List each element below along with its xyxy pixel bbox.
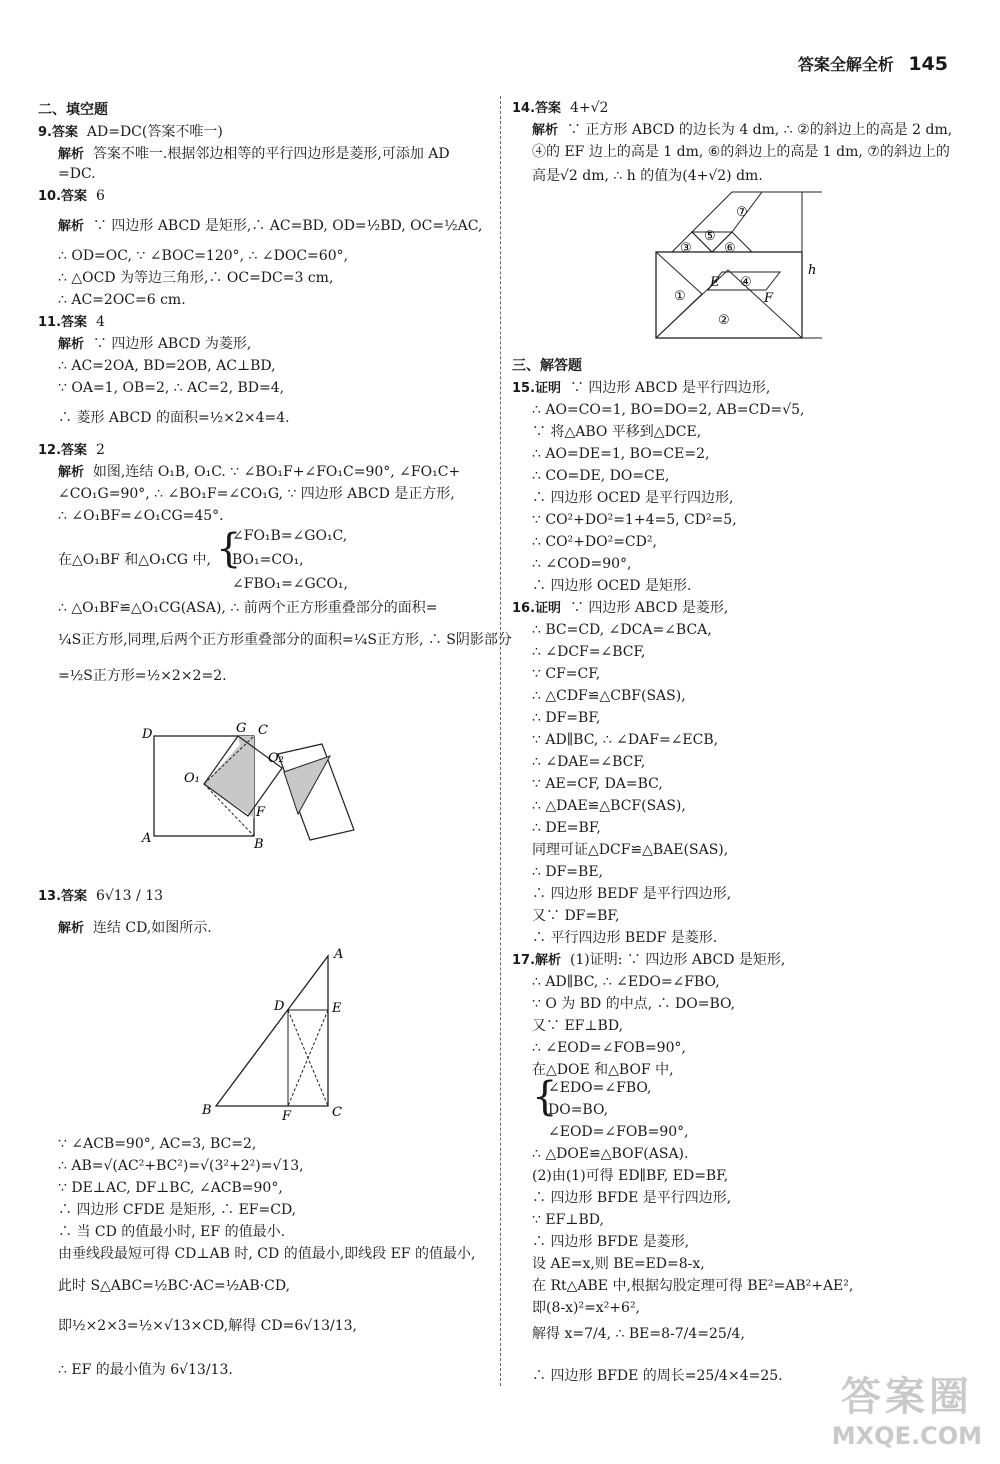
q17-line: ∴ △DOE≌△BOF(ASA).	[532, 1146, 689, 1162]
label-p2: ②	[718, 313, 730, 328]
label-C: C	[258, 723, 268, 738]
brace: {	[216, 526, 242, 572]
q17-condition: DO=BO,	[548, 1102, 609, 1118]
section-title-fill-in: 二、填空题	[38, 102, 108, 118]
q12-line: ¼S正方形,同理,后两个正方形重叠部分的面积=¼S正方形, ∴ S阴影部分	[58, 632, 512, 648]
q16-line: ∴ △DAE≌△BCF(SAS),	[532, 798, 686, 814]
label-E: E	[332, 1001, 342, 1016]
q13-line: 由垂线段最短可得 CD⊥AB 时, CD 的值最小,即线段 EF 的值最小,	[58, 1246, 476, 1262]
label-F: F	[764, 291, 774, 306]
q15-line: ∴ 四边形 OCED 是矩形.	[532, 578, 692, 594]
q16-line: 又∵ DF=BF,	[532, 908, 620, 924]
q12-line: =½S正方形=½×2×2=2.	[58, 668, 227, 684]
q17-line: ∵ O 为 BD 的中点, ∴ DO=BO,	[532, 996, 736, 1012]
q16-line: ∵ AD∥BC, ∴ ∠DAF=∠ECB,	[532, 732, 719, 748]
q12-condition: BO₁=CO₁,	[232, 552, 304, 568]
page-number: 145	[908, 53, 948, 75]
q10-answer: 10.答案 6	[38, 188, 105, 204]
q16-line: ∴ DE=BF,	[532, 820, 601, 836]
q16-line: ∴ △CDF≌△CBF(SAS),	[532, 688, 686, 704]
q12-condition: ∠FO₁B=∠GO₁C,	[232, 528, 348, 544]
q11-line: ∴ AC=2OA, BD=2OB, AC⊥BD,	[58, 358, 276, 374]
q15-line: ∴ 四边形 OCED 是平行四边形,	[532, 490, 734, 506]
label-p1: ①	[674, 289, 686, 304]
brace: {	[532, 1074, 558, 1120]
label-B: B	[254, 837, 264, 852]
q15-line: ∵ CO²+DO²=1+4=5, CD²=5,	[532, 512, 737, 528]
q12-condition: ∠FBO₁=∠GCO₁,	[232, 576, 348, 592]
q15-line: ∴ AO=CO=1, BO=DO=2, AB=CD=√5,	[532, 402, 805, 418]
triangle-abc	[216, 956, 328, 1106]
column-divider	[500, 96, 501, 1386]
label-F: F	[256, 805, 266, 820]
q17-line: ∵ EF⊥BD,	[532, 1212, 604, 1228]
q15-start: 15.证明 ∵ 四边形 ABCD 是平行四边形,	[512, 380, 771, 396]
square-3	[278, 744, 354, 840]
q11-answer: 11.答案 4	[38, 314, 105, 330]
label-F: F	[282, 1109, 292, 1124]
q10-line: ∴ AC=2OC=6 cm.	[58, 292, 186, 308]
q13-analysis: 解析 连结 CD,如图所示.	[58, 920, 212, 936]
q13-line: ∴ AB=√(AC²+BC²)=√(3²+2²)=√13,	[58, 1158, 304, 1174]
q17-line: ∴ 四边形 BFDE 的周长=25/4×4=25.	[532, 1368, 783, 1384]
q13-line: ∵ DE⊥AC, DF⊥BC, ∠ACB=90°,	[58, 1180, 283, 1196]
q12-line: 在△O₁BF 和△O₁CG 中,	[58, 552, 211, 568]
label-D: D	[274, 999, 285, 1014]
q17-line: 又∵ EF⊥BD,	[532, 1018, 624, 1034]
label-p4: ④	[740, 275, 752, 290]
q16-line: ∴ 平行四边形 BEDF 是菱形.	[532, 930, 718, 946]
label-A: A	[142, 831, 152, 846]
label-E: E	[710, 275, 720, 290]
q10-line: ∴ △OCD 为等边三角形,∴ OC=DC=3 cm,	[58, 270, 334, 286]
q17-line: 即(8-x)²=x²+6²,	[532, 1300, 641, 1316]
label-D: D	[142, 727, 153, 742]
q16-line: 同理可证△DCF≌△BAE(SAS),	[532, 842, 729, 858]
label-G: G	[236, 721, 247, 736]
shaded-region-2	[284, 756, 330, 814]
q12-line: ∠CO₁G=90°, ∴ ∠BO₁F=∠CO₁G, ∵ 四边形 ABCD 是正方形,	[58, 486, 455, 502]
label-p3: ③	[680, 241, 692, 256]
q15-line: ∴ CO²+DO²=CD²,	[532, 534, 657, 550]
q13-answer: 13.答案 6√13 / 13	[38, 888, 164, 904]
q16-start: 16.证明 ∵ 四边形 ABCD 是菱形,	[512, 600, 729, 616]
watermark-logo: 答案圈	[840, 1374, 973, 1420]
label-p5: ⑤	[704, 229, 716, 244]
watermark-url: MXQE.COM	[831, 1422, 982, 1450]
label-O1: O₁	[184, 771, 200, 786]
q13-line: ∵ ∠ACB=90°, AC=3, BC=2,	[58, 1136, 257, 1152]
q17-line: ∴ 四边形 BFDE 是平行四边形,	[532, 1190, 732, 1206]
q17-start: 17.解析 (1)证明: ∵ 四边形 ABCD 是矩形,	[512, 952, 786, 968]
q9-analysis-cont: =DC.	[58, 166, 96, 182]
label-p6: ⑥	[724, 241, 736, 256]
q13-figure	[198, 944, 398, 1124]
q16-line: ∴ ∠DCF=∠BCF,	[532, 644, 646, 660]
q12-answer: 12.答案 2	[38, 442, 105, 458]
q13-line: 此时 S△ABC=½BC·AC=½AB·CD,	[58, 1278, 291, 1294]
q15-line: ∵ 将△ABO 平移到△DCE,	[532, 424, 702, 440]
q13-line: ∴ 四边形 CFDE 是矩形, ∴ EF=CD,	[58, 1202, 297, 1218]
q14-figure	[652, 190, 852, 350]
piece-7	[692, 192, 762, 232]
q17-line: 解得 x=7/4, ∴ BE=8-7/4=25/4,	[532, 1326, 745, 1342]
q12-figure	[138, 718, 438, 878]
q13-line: ∴ EF 的最小值为 6√13/13.	[58, 1362, 233, 1378]
q11-analysis: 解析 ∵ 四边形 ABCD 为菱形,	[58, 336, 252, 352]
label-A: A	[334, 947, 344, 962]
q12-line: ∴ △O₁BF≌△O₁CG(ASA), ∴ 前两个正方形重叠部分的面积=	[58, 600, 438, 616]
q14-analysis: 解析 ∵ 正方形 ABCD 的边长为 4 dm, ∴ ②的斜边上的高是 2 dm,	[532, 122, 953, 138]
q14-line: ④的 EF 边上的高是 1 dm, ⑥的斜边上的高是 1 dm, ⑦的斜边上的	[532, 144, 950, 160]
q17-condition: ∠EOD=∠FOB=90°,	[548, 1124, 689, 1140]
q9-answer: 9.答案 AD=DC(答案不唯一)	[38, 124, 223, 140]
label-p7: ⑦	[736, 205, 748, 220]
q17-line: ∴ ∠EOD=∠FOB=90°,	[532, 1040, 686, 1056]
q11-line: ∴ 菱形 ABCD 的面积=½×2×4=4.	[58, 410, 290, 426]
section-title-solve: 三、解答题	[512, 358, 582, 374]
label-h: h	[808, 263, 817, 278]
q17-condition: ∠EDO=∠FBO,	[548, 1080, 652, 1096]
label-C: C	[332, 1105, 342, 1120]
q16-line: ∴ 四边形 BEDF 是平行四边形,	[532, 886, 732, 902]
q15-line: ∴ ∠COD=90°,	[532, 556, 632, 572]
label-O2: O₂	[268, 751, 284, 766]
q14-line: 高是√2 dm, ∴ h 的值为(4+√2) dm.	[532, 168, 763, 184]
q14-answer: 14.答案 4+√2	[512, 100, 609, 116]
q11-line: ∵ OA=1, OB=2, ∴ AC=2, BD=4,	[58, 380, 285, 396]
q16-line: ∴ BC=CD, ∠DCA=∠BCA,	[532, 622, 712, 638]
q17-line: 设 AE=x,则 BE=ED=8-x,	[532, 1256, 705, 1272]
q17-line: ∴ AD∥BC, ∴ ∠EDO=∠FBO,	[532, 974, 720, 990]
page-header	[798, 52, 948, 75]
watermark	[832, 1365, 982, 1450]
q12-analysis: 解析 如图,连结 O₁B, O₁C. ∵ ∠BO₁F+∠FO₁C=90°, ∠FO₁C+	[58, 464, 461, 480]
q10-analysis: 解析 ∵ 四边形 ABCD 是矩形,∴ AC=BD, OD=½BD, OC=½AC,	[58, 218, 483, 234]
q12-line: ∴ ∠O₁BF=∠O₁CG=45°.	[58, 508, 224, 524]
q17-line: ∴ 四边形 BFDE 是菱形,	[532, 1234, 690, 1250]
header-title: 答案全解全析	[797, 55, 894, 74]
q17-line: 在 Rt△ABE 中,根据勾股定理可得 BE²=AB²+AE²,	[532, 1278, 854, 1294]
q16-line: ∴ ∠DAE=∠BCF,	[532, 754, 646, 770]
q9-analysis: 解析 答案不唯一.根据邻边相等的平行四边形是菱形,可添加 AD	[58, 146, 450, 162]
q16-line: ∴ DF=BE,	[532, 864, 603, 880]
q16-line: ∵ AE=CF, DA=BC,	[532, 776, 663, 792]
label-B: B	[202, 1103, 212, 1118]
q16-line: ∴ DF=BF,	[532, 710, 601, 726]
q13-line: ∴ 当 CD 的值最小时, EF 的值最小.	[58, 1224, 286, 1240]
q17-line: (2)由(1)可得 ED∥BF, ED=BF,	[532, 1168, 729, 1184]
q10-line: ∴ OD=OC, ∵ ∠BOC=120°, ∴ ∠DOC=60°,	[58, 248, 349, 264]
q15-line: ∴ CO=DE, DO=CE,	[532, 468, 670, 484]
q17-line: 在△DOE 和△BOF 中,	[532, 1062, 674, 1078]
q15-line: ∴ AO=DE=1, BO=CE=2,	[532, 446, 710, 462]
q13-line: 即½×2×3=½×√13×CD,解得 CD=6√13/13,	[58, 1318, 357, 1334]
q16-line: ∵ CF=CF,	[532, 666, 601, 682]
